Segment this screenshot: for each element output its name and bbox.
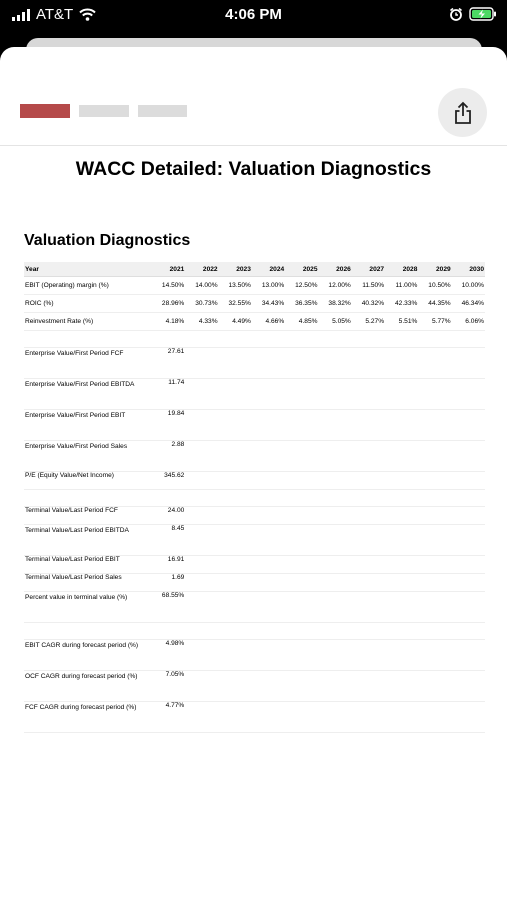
table-cell: 11.50%	[352, 277, 385, 295]
spacer-row	[24, 490, 485, 507]
table-cell: 32.55%	[219, 295, 252, 313]
row-label: ROIC (%)	[24, 295, 152, 313]
table-cell: 5.27%	[352, 313, 385, 331]
table-row	[24, 507, 485, 525]
table-cell: 14.50%	[152, 277, 185, 295]
document-title: WACC Detailed: Valuation Diagnostics	[75, 158, 432, 180]
row-label: P/E (Equity Value/Net Income)	[24, 472, 152, 490]
table-row	[24, 313, 485, 331]
table-row	[24, 441, 485, 472]
year-label: Year	[24, 262, 152, 277]
year-cell: 2025	[285, 262, 318, 277]
share-button[interactable]	[438, 88, 487, 137]
table-cell: 4.77%	[152, 702, 185, 733]
row-label: Enterprise Value/First Period FCF	[24, 348, 152, 379]
table-row	[24, 410, 485, 441]
table-cell: 46.34%	[452, 295, 485, 313]
status-time: 4:06 PM	[225, 6, 282, 23]
table-cell: 4.85%	[285, 313, 318, 331]
sheet-tab-3[interactable]	[138, 105, 187, 117]
row-label: Terminal Value/Last Period FCF	[24, 507, 152, 525]
table-row	[24, 472, 485, 490]
row-label: Terminal Value/Last Period Sales	[24, 574, 152, 592]
table-cell: 2.88	[152, 441, 185, 472]
table-cell: 345.62	[152, 472, 185, 490]
table-row	[24, 640, 485, 671]
table-row	[24, 348, 485, 379]
carrier-label: AT&T	[36, 6, 74, 23]
year-cell: 2027	[352, 262, 385, 277]
table-cell: 13.50%	[219, 277, 252, 295]
table-cell: 38.32%	[318, 295, 351, 313]
table-cell: 13.00%	[252, 277, 285, 295]
year-cell: 2023	[219, 262, 252, 277]
section-title: Valuation Diagnostics	[24, 232, 191, 249]
table-cell: 27.61	[152, 348, 185, 379]
year-cell: 2028	[385, 262, 418, 277]
table-cell: 8.45	[152, 525, 185, 556]
year-cell: 2026	[318, 262, 351, 277]
table-row	[24, 702, 485, 733]
spacer-row	[24, 331, 485, 348]
table-cell: 11.00%	[385, 277, 418, 295]
row-label: Terminal Value/Last Period EBITDA	[24, 525, 152, 556]
table-cell: 42.33%	[385, 295, 418, 313]
table-cell: 4.98%	[152, 640, 185, 671]
table-cell: 34.43%	[252, 295, 285, 313]
table-cell: 12.00%	[318, 277, 351, 295]
row-label: Enterprise Value/First Period EBITDA	[24, 379, 152, 410]
table-row	[24, 277, 485, 295]
status-bar	[0, 0, 507, 30]
table-cell: 24.00	[152, 507, 185, 525]
table-cell: 5.51%	[385, 313, 418, 331]
row-label: EBIT (Operating) margin (%)	[24, 277, 152, 295]
table-row	[24, 295, 485, 313]
table-row	[24, 556, 485, 574]
table-row	[24, 574, 485, 592]
table-cell: 19.84	[152, 410, 185, 441]
sheet-tab-2[interactable]	[79, 105, 129, 117]
table-cell: 10.50%	[418, 277, 451, 295]
table-cell: 14.00%	[185, 277, 218, 295]
table-cell: 16.91	[152, 556, 185, 574]
diagnostics-table	[24, 262, 485, 733]
table-row	[24, 525, 485, 556]
year-cell: 2029	[418, 262, 451, 277]
table-cell: 1.69	[152, 574, 185, 592]
row-label: Reinvestment Rate (%)	[24, 313, 152, 331]
share-icon	[452, 101, 474, 125]
table-row	[24, 671, 485, 702]
table-cell: 5.05%	[318, 313, 351, 331]
table-cell: 4.49%	[219, 313, 252, 331]
document-sheet	[0, 47, 507, 900]
table-cell: 11.74	[152, 379, 185, 410]
table-cell: 4.66%	[252, 313, 285, 331]
year-header-row	[24, 262, 485, 277]
alarm-icon	[449, 7, 463, 21]
table-cell: 5.77%	[418, 313, 451, 331]
row-label: FCF CAGR during forecast period (%)	[24, 702, 152, 733]
sheet-toolbar	[0, 47, 507, 146]
row-label: Enterprise Value/First Period Sales	[24, 441, 152, 472]
year-cell: 2030	[452, 262, 485, 277]
table-cell: 4.33%	[185, 313, 218, 331]
table-cell: 10.00%	[452, 277, 485, 295]
table-cell: 36.35%	[285, 295, 318, 313]
status-right	[449, 7, 497, 21]
row-label: Enterprise Value/First Period EBIT	[24, 410, 152, 441]
table-cell: 12.50%	[285, 277, 318, 295]
sheet-tab-active[interactable]	[20, 104, 70, 118]
row-label: EBIT CAGR during forecast period (%)	[24, 640, 152, 671]
table-cell: 7.05%	[152, 671, 185, 702]
battery-charging-icon	[469, 7, 497, 21]
table-cell: 4.18%	[152, 313, 185, 331]
spacer-row	[24, 623, 485, 640]
table-cell: 30.73%	[185, 295, 218, 313]
table-cell: 44.35%	[418, 295, 451, 313]
table-row	[24, 592, 485, 623]
row-label: Terminal Value/Last Period EBIT	[24, 556, 152, 574]
row-label: Percent value in terminal value (%)	[24, 592, 152, 623]
table-row	[24, 379, 485, 410]
row-label: OCF CAGR during forecast period (%)	[24, 671, 152, 702]
year-cell: 2022	[185, 262, 218, 277]
table-cell: 68.55%	[152, 592, 185, 623]
year-cell: 2024	[252, 262, 285, 277]
year-cell: 2021	[152, 262, 185, 277]
table-cell: 28.96%	[152, 295, 185, 313]
table-cell: 40.32%	[352, 295, 385, 313]
table-cell: 6.06%	[452, 313, 485, 331]
